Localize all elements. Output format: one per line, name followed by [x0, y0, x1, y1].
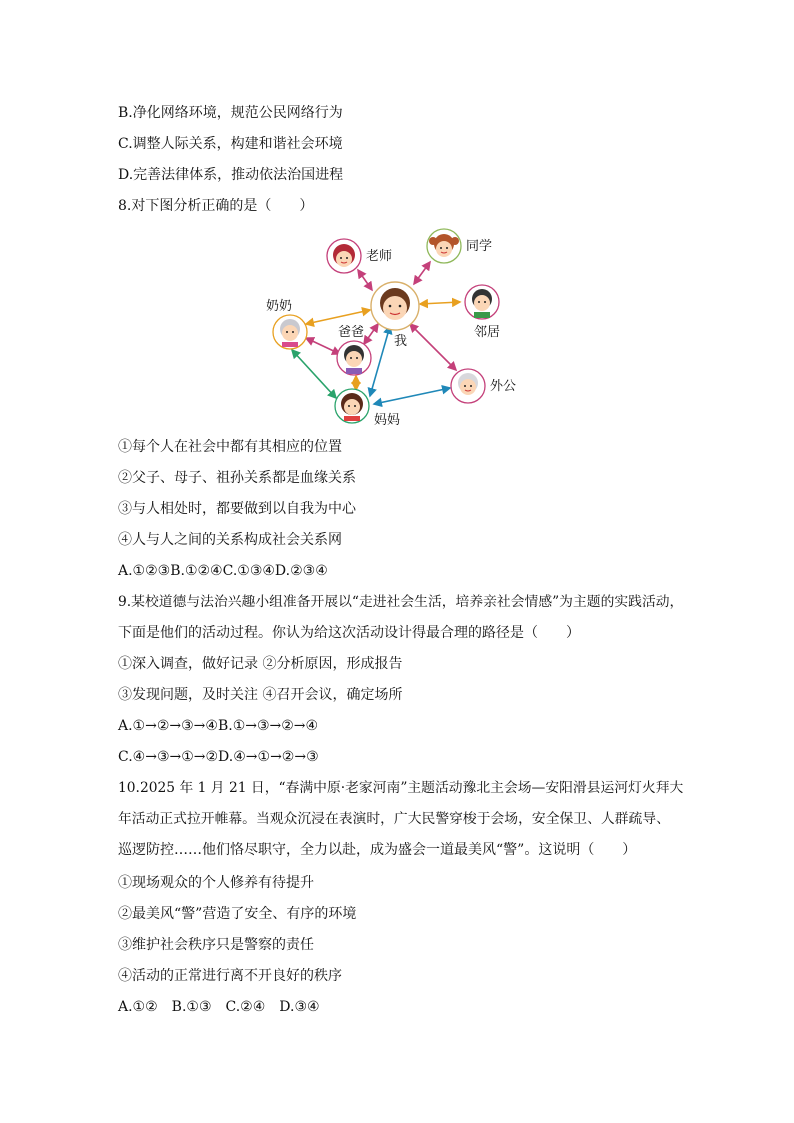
statement-1: ①每个人在社会中都有其相应的位置: [118, 439, 342, 455]
arrow-me-neighbor: [420, 302, 460, 304]
question-8-stem: 8.对下图分析正确的是（ ）: [118, 198, 314, 214]
label-dad: 爸爸: [338, 325, 365, 340]
statement-10-2: ②最美风“警”营造了安全、有序的环境: [118, 906, 357, 922]
arrow-grandma-mom: [292, 350, 336, 398]
classmate-node: [427, 229, 492, 263]
answer-choices-9-cd: C.④→③→①→②D.④→①→②→③: [118, 749, 319, 765]
step-list-1: ①深入调查，做好记录 ②分析原因，形成报告: [118, 656, 403, 672]
arrow-mom-grandpa: [374, 388, 450, 404]
me-node: [371, 282, 419, 349]
question-10-stem-line2: 年活动正式拉开帷幕。当观众沉浸在表演时，广大民警穿梭于会场，安全保卫、人群疏导、: [118, 811, 670, 827]
grandma-node: [266, 298, 307, 349]
option-b: B.净化网络环境，规范公民网络行为: [118, 105, 343, 121]
statement-10-4: ④活动的正常进行离不开良好的秩序: [118, 968, 342, 984]
label-neighbor: 邻居: [474, 325, 501, 340]
social-relationship-diagram: [262, 228, 532, 430]
label-teacher: 老师: [366, 249, 393, 264]
question-10-stem-line1: 10.2025 年 1 月 21 日，“春满中原·老家河南”主题活动豫北主会场—安阳滑县运河灯火拜大: [118, 780, 684, 796]
question-10-stem-line3: 巡逻防控……他们恪尽职守，全力以赴，成为盛会一道最美风“警”。这说明（ ）: [118, 842, 637, 858]
statement-4: ④人与人之间的关系构成社会关系网: [118, 532, 342, 548]
statement-10-1: ①现场观众的个人修养有待提升: [118, 875, 314, 891]
neighbor-node: [465, 285, 500, 340]
statement-3: ③与人相处时，都要做到以自我为中心: [118, 501, 356, 517]
statement-10-3: ③维护社会秩序只是警察的责任: [118, 937, 314, 953]
label-classmate: 同学: [466, 239, 493, 254]
label-grandma: 奶奶: [266, 299, 293, 314]
label-grandpa: 外公: [490, 379, 517, 394]
arrow-me-grandma: [306, 310, 370, 324]
answer-choices-8: A.①②③B.①②④C.①③④D.②③④: [118, 563, 328, 579]
answer-choices-9-ab: A.①→②→③→④B.①→③→②→④: [118, 718, 319, 734]
arrow-me-dad: [364, 324, 378, 344]
answer-choices-10: A.①② B.①③ C.②④ D.③④: [118, 999, 320, 1015]
option-c: C.调整人际关系，构建和谐社会环境: [118, 136, 343, 152]
arrow-me-classmate: [414, 262, 430, 284]
question-9-stem-line2: 下面是他们的活动过程。你认为给这次活动设计得最合理的路径是（ ）: [118, 625, 580, 641]
arrow-me-grandpa: [410, 324, 456, 370]
option-d: D.完善法律体系，推动依法治国进程: [118, 167, 344, 183]
arrow-me-teacher: [358, 270, 372, 290]
teacher-node: [327, 239, 392, 273]
relationship-arrows: [292, 262, 460, 404]
step-list-2: ③发现问题，及时关注 ④召开会议，确定场所: [118, 687, 403, 703]
grandpa-node: [451, 369, 516, 403]
question-9-stem-line1: 9.某校道德与法治兴趣小组准备开展以“走进社会生活，培养亲社会情感”为主题的实践活动，: [118, 594, 684, 610]
label-mom: 妈妈: [374, 413, 401, 428]
dad-node: [337, 325, 371, 375]
arrow-grandma-dad: [306, 338, 340, 354]
label-me: 我: [394, 334, 408, 349]
statement-2: ②父子、母子、祖孙关系都是血缘关系: [118, 470, 356, 486]
mom-node: [335, 389, 400, 428]
arrow-me-mom: [370, 326, 390, 396]
